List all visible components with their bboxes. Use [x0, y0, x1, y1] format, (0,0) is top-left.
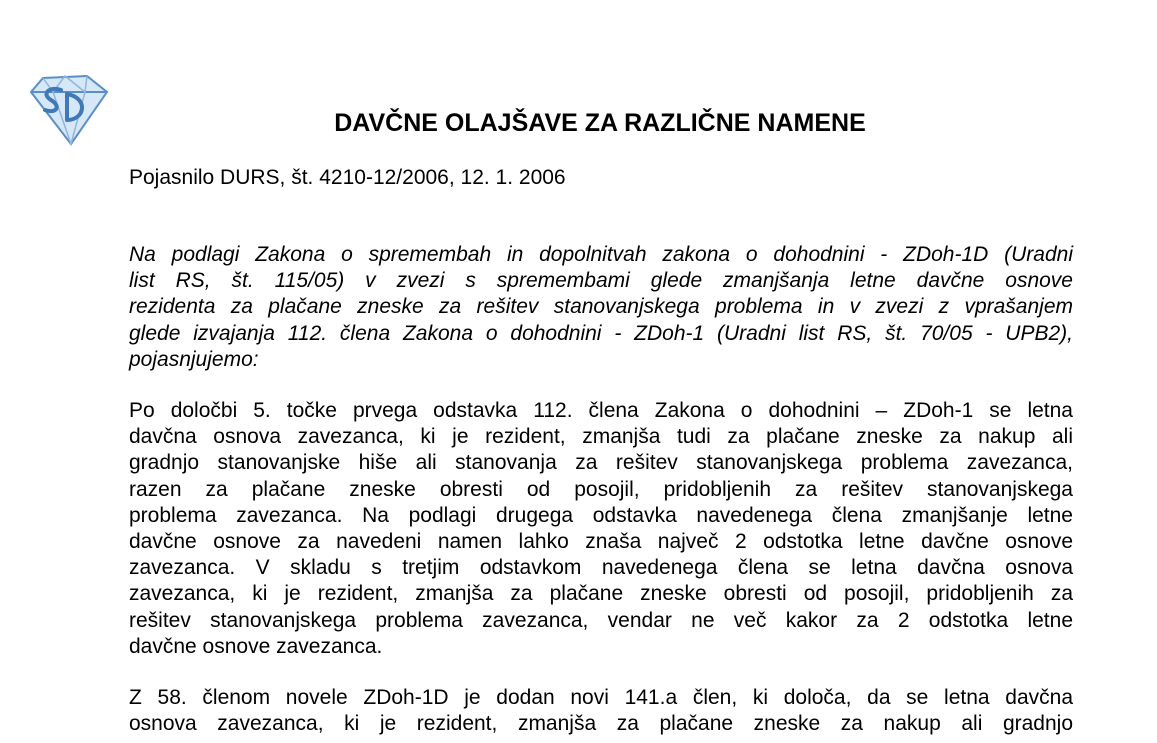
body-paragraph [129, 398, 1073, 660]
document-title: DAVČNE OLAJŠAVE ZA RAZLIČNE NAMENE [334, 109, 866, 137]
paragraph-line: zavezanca. V skladu s tretjim odstavkom navedenega člena se letna davčna osnova [129, 556, 1073, 580]
paragraph-line: rešitev stanovanjskega problema zavezanca, vendar ne več kakor za 2 odstotka letne [129, 608, 1073, 632]
paragraph-line: Na podlagi Zakona o spremembah in dopolnitvah zakona o dohodnini - ZDoh-1D (Uradni [129, 243, 1073, 266]
paragraph-line: gradnjo stanovanjske hiše ali stanovanja za rešitev stanovanjskega problema zavezanca, [129, 451, 1073, 475]
paragraph-line: list RS, št. 115/05) v zvezi s spremembami glede zmanjšanja letne davčne osnove [129, 269, 1073, 293]
paragraph-line: rezidenta za plačane zneske za rešitev stanovanjskega problema in v zvezi z vprašanjem [129, 295, 1073, 319]
intro-paragraph [129, 242, 1073, 373]
body-paragraph [129, 685, 1073, 737]
paragraph-line: Po določbi 5. točke prvega odstavka 112. člena Zakona o dohodnini – ZDoh-1 se letna [129, 399, 1073, 422]
document-subtitle: Pojasnilo DURS, št. 4210-12/2006, 12. 1. 2006 [129, 166, 566, 189]
paragraph-line: davčna osnova zavezanca, ki je rezident, zmanjša tudi za plačane zneske za nakup ali [129, 425, 1073, 449]
paragraph-line: zavezanca, ki je rezident, zmanjša za plačane zneske obresti od posojil, pridobljenih za [129, 582, 1073, 606]
paragraph-line: glede izvajanja 112. člena Zakona o dohodnini - ZDoh-1 (Uradni list RS, št. 70/05 - UPB2), [129, 321, 1073, 345]
paragraph-line: davčne osnove zavezanca. [129, 634, 383, 658]
paragraph-line: osnova zavezanca, ki je rezident, zmanjša za plačane zneske za nakup ali gradnjo [129, 712, 1073, 736]
paragraph-line: problema zavezanca. Na podlagi drugega odstavka navedenega člena zmanjšanje letne [129, 503, 1073, 527]
paragraph-line: pojasnjujemo: [129, 347, 259, 371]
paragraph-line: razen za plačane zneske obresti od posojil, pridobljenih za rešitev stanovanjskega [129, 477, 1073, 501]
paragraph-line: Z 58. členom novele ZDoh-1D je dodan novi 141.a člen, ki določa, da se letna davčna [129, 686, 1073, 709]
paragraph-line: davčne osnove za navedeni namen lahko znaša največ 2 odstotka letne davčne osnove [129, 529, 1073, 553]
